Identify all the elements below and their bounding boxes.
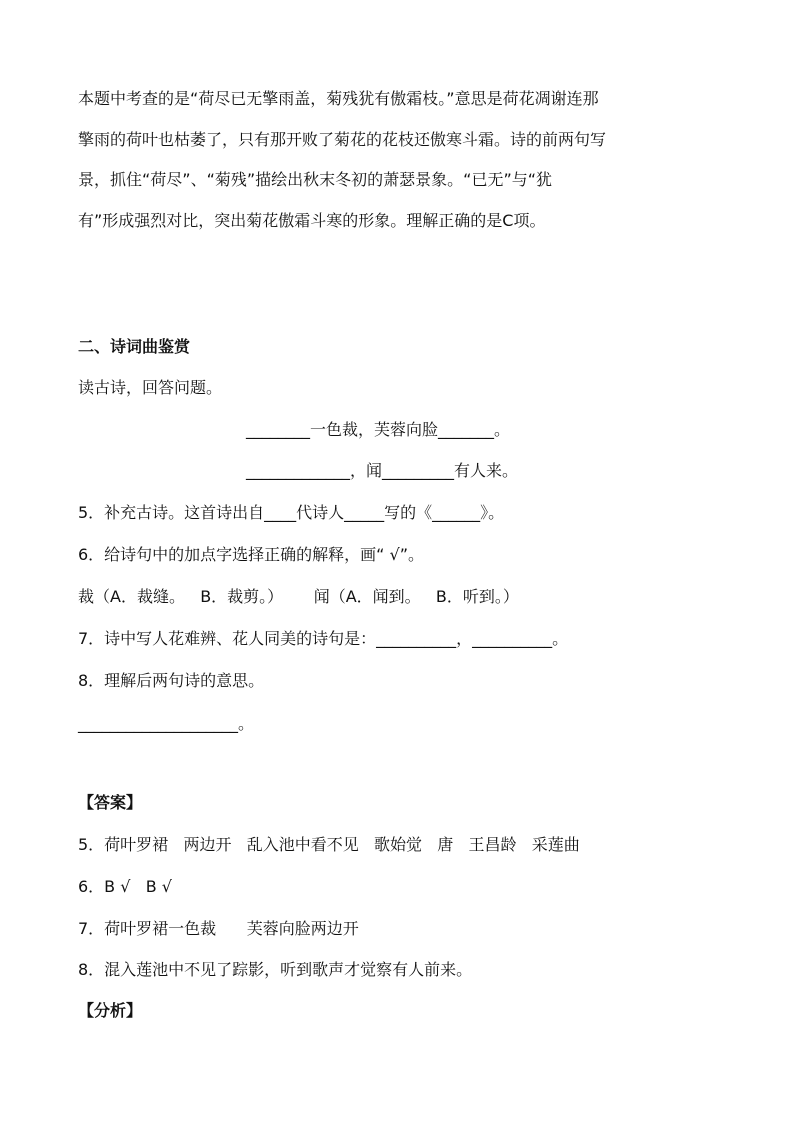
analysis-line: 有”形成强烈对比，突出菊花傲霜斗寒的形象。理解正确的是C项。 (78, 211, 546, 230)
analysis-line: 景，抓住“荷尽”、“菊残”描绘出秋末冬初的萧瑟景象。“已无”与“犹 (78, 170, 553, 189)
question-5: 5．补充古诗。这首诗出自____代诗人_____写的《______》。 (78, 503, 505, 522)
poem-line: ________一色裁，芙蓉向脸_______。 (246, 420, 511, 439)
answer-6: 6．B √ B √ (78, 877, 172, 896)
analysis-header: 【分析】 (78, 1001, 143, 1020)
question-8: 8．理解后两句诗的意思。 (78, 671, 265, 690)
section-title: 二、诗词曲鉴赏 (78, 337, 191, 356)
answer-header: 【答案】 (78, 793, 143, 812)
analysis-line: 本题中考查的是“荷尽已无擎雨盖，菊残犹有傲霜枝。”意思是荷花凋谢连那 (78, 89, 599, 108)
answer-7: 7．荷叶罗裙一色裁 芙蓉向脸两边开 (78, 919, 359, 938)
answer-5: 5．荷叶罗裙 两边开 乱入池中看不见 歌始觉 唐 王昌龄 采莲曲 (78, 835, 580, 854)
answer-8: 8．混入莲池中不见了踪影，听到歌声才觉察有人前来。 (78, 960, 473, 979)
question-6: 6．给诗句中的加点字选择正确的解释，画“ √”。 (78, 545, 425, 564)
poem-line: _____________，闻_________有人来。 (246, 461, 519, 480)
instruction: 读古诗，回答问题。 (78, 378, 223, 397)
analysis-line: 擎雨的荷叶也枯萎了，只有那开败了菊花的花枝还傲寒斗霜。诗的前两句写 (78, 130, 607, 149)
question-6-options: 裁（A．裁缝。 B．裁剪。） 闻（A．闻到。 B．听到。） (78, 587, 519, 606)
question-8-blank: ____________________。 (78, 714, 255, 733)
question-7: 7．诗中写人花难辨、花人同美的诗句是：__________，__________。 (78, 629, 569, 648)
